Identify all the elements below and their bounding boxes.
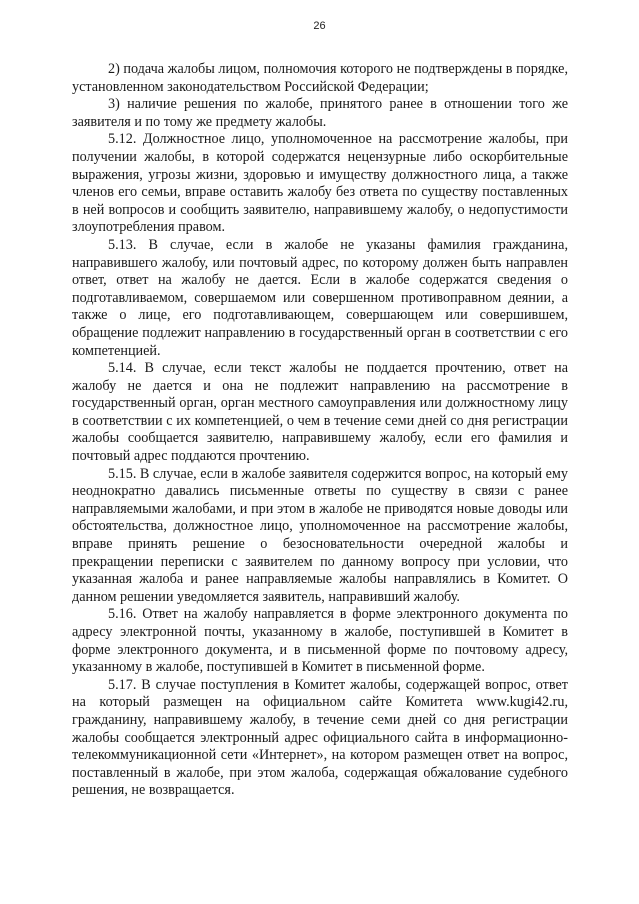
paragraph-5-16: 5.16. Ответ на жалобу направляется в форме электронного документа по адресу электронной почты, указанному в жалобе, поступившей в Комитет в форме электронного документа, и в письменной форме по почтовому адресу, указанному в жалобе, поступившей в Комитет в письменной форме.: [72, 606, 568, 676]
paragraph-item-3: 3) наличие решения по жалобе, принятого ранее в отношении того же заявителя и по тому же предмету жалобы.: [72, 96, 568, 130]
paragraph-item-2: 2) подача жалобы лицом, полномочия которого не подтверждены в порядке, установленном законодательством Российской Федерации;: [72, 61, 568, 95]
document-body: [72, 61, 568, 800]
paragraph-5-12: 5.12. Должностное лицо, уполномоченное на рассмотрение жалобы, при получении жалобы, в которой содержатся нецензурные либо оскорбительные выражения, угрозы жизни, здоровью и имуществу должностного лица, а также членов его семьи, вправе оставить жалобу без ответа по существу поставленных в ней вопросов и сообщить заявителю, направившему жалобу, о недопустимости злоупотребления правом.: [72, 131, 568, 236]
paragraph-5-14: 5.14. В случае, если текст жалобы не поддается прочтению, ответ на жалобу не дается и она не подлежит направлению на рассмотрение в государственный орган, орган местного самоуправления или должностному лицу в соответствии с их компетенцией, о чем в течение семи дней со дня регистрации жалобы сообщается заявителю, направившему жалобу, если его фамилия и почтовый адрес поддаются прочтению.: [72, 360, 568, 465]
page-number: 26: [313, 20, 326, 32]
paragraph-5-15: 5.15. В случае, если в жалобе заявителя содержится вопрос, на который ему неоднократно давались письменные ответы по существу в связи с ранее направляемыми жалобами, и при этом в жалобе не приводятся новые доводы или обстоятельства, должностное лицо, уполномоченное на рассмотрение жалобы, вправе принять решение о безосновательности очередной жалобы и прекращении переписки с заявителем по данному вопросу при условии, что указанная жалоба и ранее направляемые жалобы направлялись в Комитет. О данном решении уведомляется заявитель, направивший жалобу.: [72, 465, 568, 605]
paragraph-5-13: 5.13. В случае, если в жалобе не указаны фамилия гражданина, направившего жалобу, или почтовый адрес, по которому должен быть направлен ответ, ответ на жалобу не дается. Если в жалобе содержатся сведения о подготавливаемом, совершаемом или совершенном противоправном деянии, а также о лице, его подготавливающем, совершающем или совершившем, обращение подлежит направлению в государственный орган в соответствии с его компетенцией.: [72, 236, 568, 359]
paragraph-5-17: 5.17. В случае поступления в Комитет жалобы, содержащей вопрос, ответ на который размещен на официальном сайте Комитета www.kugi42.ru, гражданину, направившему жалобу, в течение семи дней со дня регистрации жалобы сообщается электронный адрес официального сайта в информационно-телекоммуникационной сети «Интернет», на котором размещен ответ на вопрос, поставленный в жалобе, при этом жалоба, содержащая обжалование судебного решения, не возвращается.: [72, 676, 568, 799]
